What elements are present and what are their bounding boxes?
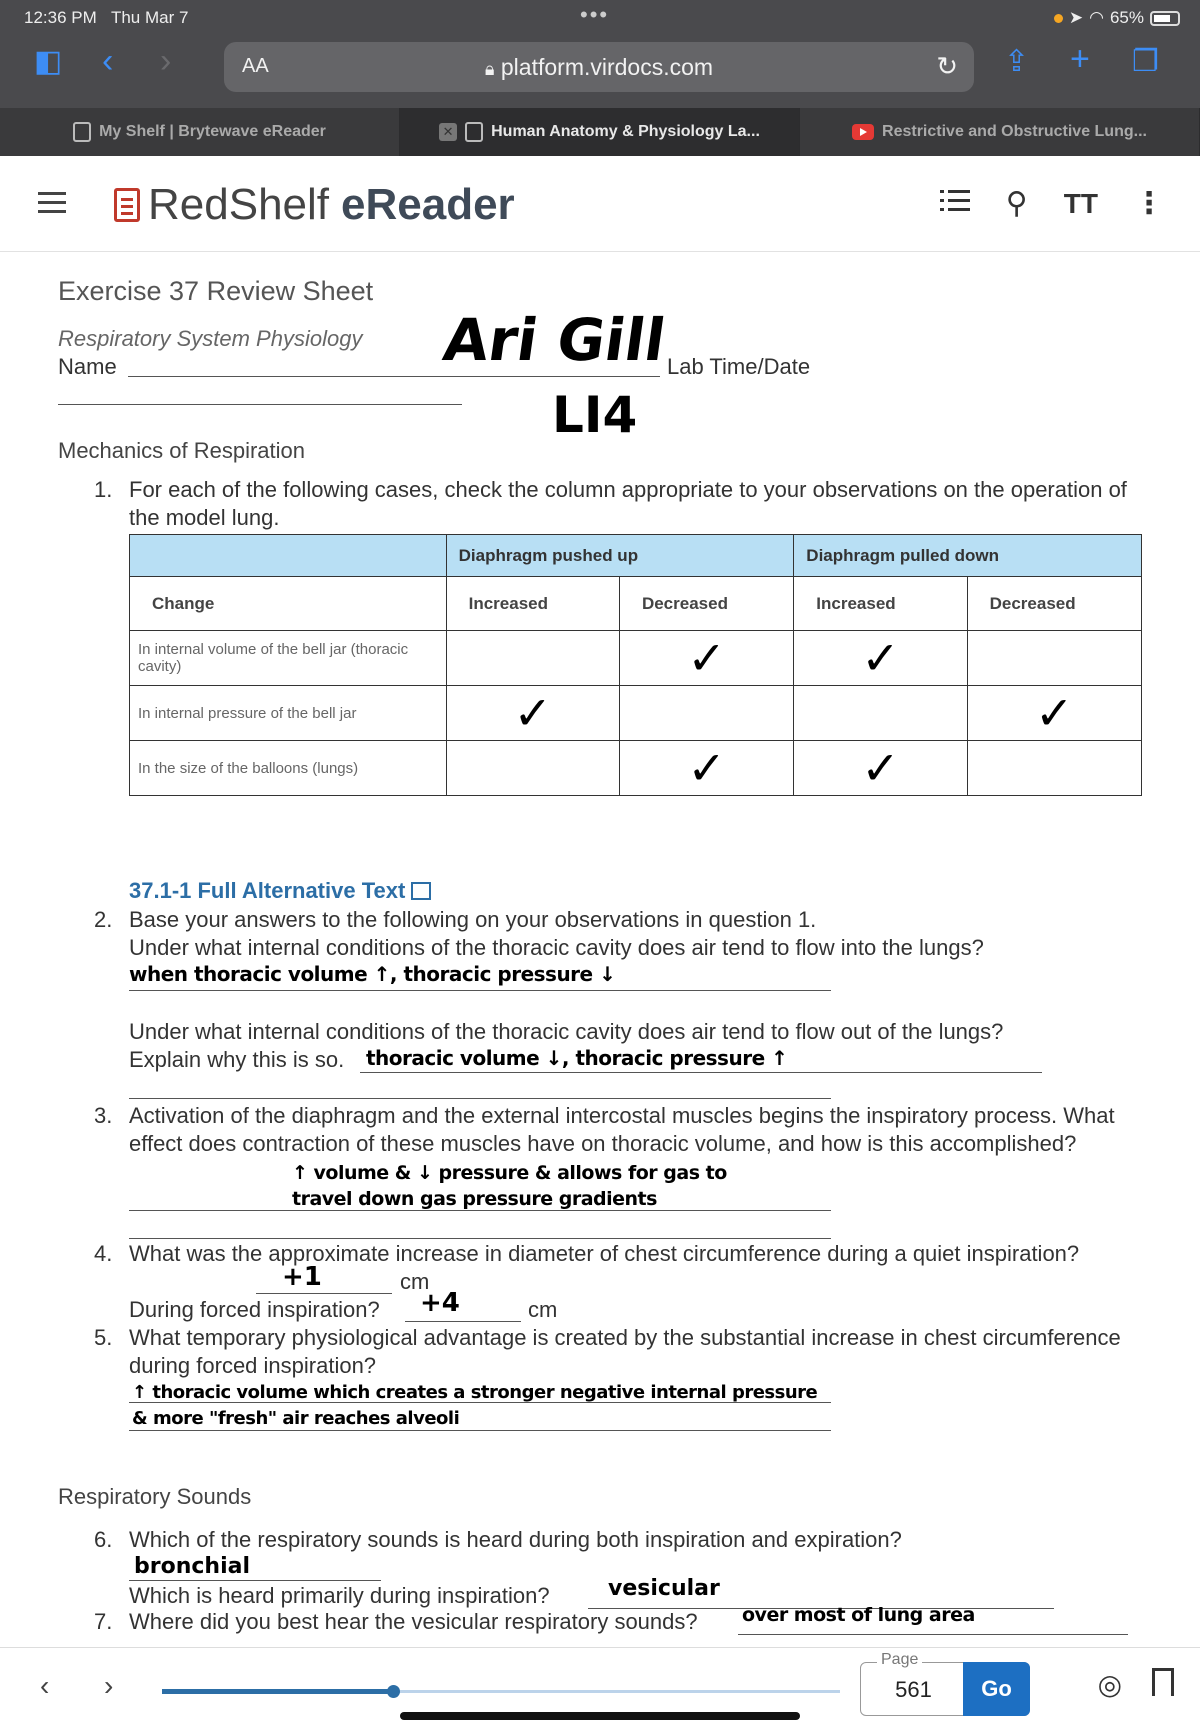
multitask-dots[interactable]: ••• [580,2,610,27]
table-header-decreased: Decreased [967,577,1141,631]
question-6-prompt-b: Which is heard primarily during inspiration? [129,1583,550,1608]
text-size-icon[interactable]: TT [1063,187,1098,219]
question-2-prompt-a: Under what internal conditions of the thoracic cavity does air tend to flow into the lungs? [129,935,984,960]
check-cell [967,741,1141,796]
redshelf-logo: RedShelf eReader [114,180,515,230]
progress-fill [162,1689,393,1694]
check-cell [446,741,619,796]
row-label: In the size of the balloons (lungs) [130,741,447,796]
wifi-icon: ◠ [1089,8,1104,27]
handwritten-section: LI4 [552,386,638,444]
answer-line [129,1210,831,1211]
check-cell [619,686,793,741]
name-line [128,376,660,377]
answer-line [129,1430,831,1431]
table-of-contents-icon[interactable] [940,190,970,217]
row-label: In internal pressure of the bell jar [130,686,447,741]
answer-line [129,1098,831,1099]
question-2-prompt-c: Explain why this is so. [129,1047,345,1072]
forward-icon[interactable]: › [160,42,172,80]
check-cell [794,686,967,741]
answer-line [129,1580,381,1581]
q4-unit-2: cm [528,1297,558,1322]
table-corner [130,535,447,577]
location-icon: ➤ [1068,8,1084,27]
check-cell [446,631,619,686]
check-cell: ✓ [967,686,1141,741]
previous-page-icon[interactable]: ‹ [40,1670,50,1701]
lab-time-label: Lab Time/Date [667,354,811,379]
search-icon[interactable]: ⚲ [1005,187,1028,220]
page-input[interactable]: 561 [895,1677,932,1702]
address-bar[interactable] [224,42,974,92]
handwritten-answer-7: over most of lung area [742,1604,975,1626]
lab-time-line [58,404,462,405]
check-cell: ✓ [619,741,793,796]
q4-answer-line-1 [256,1268,392,1294]
open-external-icon [411,882,431,900]
share-icon[interactable]: ⇪ [1004,45,1030,78]
status-indicators [1054,8,1180,28]
observation-table [129,534,1142,796]
bookmark-icon[interactable] [1152,1668,1174,1696]
page-title: Exercise 37 Review Sheet [58,276,374,306]
page-favicon-icon [465,122,483,142]
menu-icon[interactable] [38,192,66,219]
page-label: Page [877,1651,922,1669]
q4-unit-1: cm [400,1269,430,1294]
reader-page: Exercise 37 Review Sheet Respiratory System Physiology Name Lab Time/Date Ari Gill LI4 Mechanics of Respiration 1. For each of the following cases, check the column appropriate to your observations on the operation of the model lung. Diaphragm pushed up Diaphragm pulled down Change Increased Decreased Increased Decreased In internal volume of the bell jar (thoracic cavity) ✓ ✓ In internal pressure of the bell jar ✓ ✓ In the size of the balloons (lungs) ✓ ✓ 37.1-1 Full Alternative Text 2. Base your answers to the following on your observations in question 1. Under what internal conditions of the thoracic cavity does air tend to flow into the lungs? when thoracic volume ↑, thoracic pressure ↓ Under what internal conditions of the thoracic cavity does air tend to flow out of the lungs? Explain why this is so. thoracic volume ↓, thoracic pressure ↑ 3. Activation of the diaphragm and the external intercostal muscles begins the inspiratory process. What effect does contraction of these muscles have on thoracic volume, and how is this accomplished? ↑ volume & ↓ pressure & allows for gas to travel down gas pressure gradients 4. What was the approximate increase in diameter of chest circumference during a quiet inspiration? +1 cm During forced inspiration? +4 cm 5. What temporary physiological advantage is created by the substantial increase in chest circumference during forced inspiration? ↑ thoracic volume which creates a stronger negative internal pressure & more "fresh" air reaches alveoli Respiratory Sounds 6. Which of the respiratory sounds is heard during both inspiration and expiration? bronchial Which is heard primarily during inspiration? vesicular 7. Where did you best hear the vesicular respiratory sounds? over most of lung area [0,252,1200,1647]
go-button[interactable]: Go [963,1662,1030,1716]
table-header-decreased: Decreased [619,577,793,631]
table-group-pulled-down: Diaphragm pulled down [794,535,1142,577]
check-cell: ✓ [446,686,619,741]
question-4-prompt-b: During forced inspiration? [129,1297,380,1322]
next-page-icon[interactable]: › [104,1670,114,1701]
answer-line [129,1402,831,1403]
handwritten-answer-3: ↑ volume & ↓ pressure & allows for gas to travel down gas pressure gradients [292,1162,727,1210]
browser-toolbar [0,36,1200,108]
check-cell: ✓ [794,741,967,796]
page-progress-slider[interactable] [162,1690,840,1693]
handwritten-answer-4a: +1 [282,1262,322,1292]
answer-line [738,1634,1128,1635]
new-tab-icon[interactable]: + [1070,40,1090,78]
handwritten-answer-6b: vesicular [608,1576,720,1601]
back-icon[interactable]: ‹ [102,42,114,80]
answer-line [129,990,831,991]
handwritten-answer-5: ↑ thoracic volume which creates a stronger negative internal pressure & more "fresh" air reaches alveoli [132,1382,818,1429]
reload-icon[interactable]: ↻ [936,51,958,81]
check-cell: ✓ [794,631,967,686]
lock-icon: 🔒︎ [484,59,495,79]
handwritten-name: Ari Gill [439,306,670,374]
table-group-pushed-up: Diaphragm pushed up [446,535,794,577]
url-text[interactable]: 🔒︎ platform.virdocs.com [484,54,714,80]
reader-aa-button[interactable]: AA [242,55,269,77]
name-label: Name [58,354,117,379]
table-row [130,741,1142,796]
row-label: In internal volume of the bell jar (thoracic cavity) [130,631,447,686]
table-header-increased: Increased [794,577,967,631]
app-header [0,156,1200,252]
handwritten-answer-2b: thoracic volume ↓, thoracic pressure ↑ [366,1046,788,1070]
status-time: 12:36 PM Thu Mar 7 [24,8,189,27]
recording-indicator-icon [1054,14,1063,23]
more-options-icon[interactable]: ⋮ [1134,186,1164,220]
table-row [130,686,1142,741]
youtube-favicon-icon [852,124,874,140]
tab-my-shelf[interactable]: My Shelf | Brytewave eReader [0,108,400,156]
book-icon [114,188,140,222]
answer-line [129,1238,831,1239]
question-2-prompt-b: Under what internal conditions of the thoracic cavity does air tend to flow out of the lungs? [129,1019,1004,1044]
status-bar [0,0,1200,36]
table-row [130,631,1142,686]
close-tab-icon[interactable]: ✕ [439,123,457,141]
tab-anatomy-lab[interactable]: ✕ Human Anatomy & Physiology La... [400,108,800,156]
section-respiratory-sounds: Respiratory Sounds [58,1484,252,1509]
handwritten-answer-4b: +4 [420,1288,460,1318]
battery-icon [1150,11,1180,26]
table-header-change: Change [130,577,447,631]
tab-strip [0,108,1200,156]
check-cell: ✓ [619,631,793,686]
tabs-overview-icon[interactable]: ❐ [1132,45,1159,78]
check-cell [967,631,1141,686]
battery-percent: 65% [1109,8,1144,27]
tab-lung-video[interactable]: Restrictive and Obstructive Lung... [800,108,1200,156]
handwritten-answer-6a: bronchial [134,1554,251,1579]
section-mechanics: Mechanics of Respiration [58,438,306,463]
home-indicator [400,1712,800,1720]
handwritten-answer-2a: when thoracic volume ↑, thoracic pressure ↓ [129,962,616,986]
sidebar-toggle-icon[interactable]: ◧ [34,45,63,78]
read-aloud-icon[interactable]: ◎ [1097,1669,1122,1700]
answer-line [360,1072,1042,1073]
full-alt-text-link[interactable]: 37.1-1 Full Alternative Text [129,878,431,904]
page-subtitle: Respiratory System Physiology [58,326,363,351]
table-header-increased: Increased [446,577,619,631]
progress-knob[interactable] [387,1685,400,1698]
page-favicon-icon [73,122,91,142]
